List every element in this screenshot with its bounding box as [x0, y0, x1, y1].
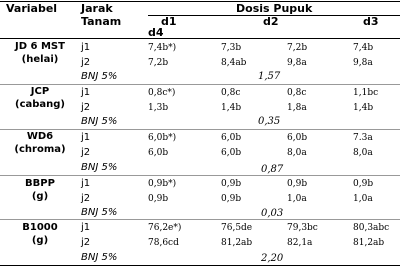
variable-unit: (helai) [21, 54, 59, 65]
variable-name: WD6 [26, 131, 54, 142]
header-jarak: Jarak [81, 2, 113, 15]
cell-value: 8,4ab [221, 58, 247, 68]
cell-value: 0,9b [353, 179, 374, 189]
cell-value: 7.3a [353, 133, 373, 143]
cell-value: 78,6cd [148, 238, 179, 248]
bnj-label: BNJ 5% [81, 252, 118, 263]
cell-value: 6,0b [221, 133, 242, 143]
cell-value: 9,8a [353, 58, 373, 68]
table-bottom-rule [0, 265, 400, 266]
bnj-value: 0,35 [258, 116, 281, 127]
variable-name: JD 6 MST [15, 41, 65, 52]
jarak-label: j1 [81, 42, 91, 53]
cell-value: 1,4b [353, 103, 374, 113]
cell-value: 80,3abc [353, 223, 390, 233]
cell-value: 1,0a [287, 194, 307, 204]
cell-value: 7,4b [353, 43, 374, 53]
cell-value: 0,9b [221, 179, 242, 189]
cell-value: 7,3b [221, 43, 242, 53]
cell-value: 0,8c*) [148, 88, 176, 98]
cell-value: 6,0b [148, 148, 169, 158]
cell-value: 1,8a [287, 103, 307, 113]
header-dosis-pupuk: Dosis Pupuk [236, 2, 313, 15]
header-d3: d3 [363, 15, 379, 28]
bnj-label: BNJ 5% [81, 207, 118, 218]
jarak-label: j1 [81, 178, 91, 189]
group-divider [0, 175, 400, 176]
group-divider [0, 84, 400, 85]
cell-value: 81,2ab [353, 238, 385, 248]
header-d1: d1 [161, 15, 177, 28]
cell-value: 7,2b [287, 43, 308, 53]
variable-name: JCP [30, 86, 50, 97]
cell-value: 0,9b [148, 194, 169, 204]
cell-value: 76,5de [221, 223, 253, 233]
group-divider [0, 219, 400, 220]
cell-value: 8,0a [287, 148, 307, 158]
cell-value: 0,9b [287, 179, 308, 189]
variable-unit: (g) [31, 191, 49, 202]
bnj-label: BNJ 5% [81, 162, 118, 173]
cell-value: 0,9b [221, 194, 242, 204]
cell-value: 8,0a [353, 148, 373, 158]
bnj-value: 1,57 [258, 71, 281, 82]
variable-unit: (cabang) [15, 99, 65, 110]
cell-value: 1,1bc [353, 88, 379, 98]
cell-value: 6,0b [287, 133, 308, 143]
header-bottom-rule [0, 38, 400, 39]
cell-value: 0,8c [221, 88, 241, 98]
cell-value: 6,0b [221, 148, 242, 158]
cell-value: 0,8c [287, 88, 307, 98]
cell-value: 0,9b*) [148, 179, 177, 189]
cell-value: 1,4b [221, 103, 242, 113]
cell-value: 79,3bc [287, 223, 318, 233]
variable-name: B1000 [22, 222, 58, 233]
jarak-label: j1 [81, 222, 91, 233]
group-divider [0, 129, 400, 130]
cell-value: 81,2ab [221, 238, 253, 248]
variable-unit: (chroma) [14, 144, 66, 155]
variable-unit: (g) [31, 235, 49, 246]
jarak-label: j2 [81, 147, 91, 158]
cell-value: 7,4b*) [148, 43, 177, 53]
jarak-label: j2 [81, 102, 91, 113]
header-variabel: Variabel [6, 2, 58, 15]
cell-value: 7,2b [148, 58, 169, 68]
bnj-label: BNJ 5% [81, 71, 118, 82]
jarak-label: j2 [81, 193, 91, 204]
jarak-label: j2 [81, 237, 91, 248]
cell-value: 1,3b [148, 103, 169, 113]
header-tanam: Tanam [81, 15, 122, 28]
variable-name: BBPP [25, 178, 55, 189]
cell-value: 1,0a [353, 194, 373, 204]
header-d4: d4 [148, 26, 164, 39]
header-d2: d2 [263, 15, 279, 28]
table-top-rule [0, 1, 400, 2]
jarak-label: j2 [81, 57, 91, 68]
cell-value: 6,0b*) [148, 133, 177, 143]
cell-value: 76,2e*) [148, 223, 182, 233]
bnj-value: 0,03 [261, 208, 284, 219]
jarak-label: j1 [81, 87, 91, 98]
cell-value: 9,8a [287, 58, 307, 68]
jarak-label: j1 [81, 132, 91, 143]
bnj-value: 0,87 [261, 164, 284, 175]
bnj-label: BNJ 5% [81, 116, 118, 127]
cell-value: 82,1a [287, 238, 313, 248]
bnj-value: 2,20 [261, 253, 284, 264]
